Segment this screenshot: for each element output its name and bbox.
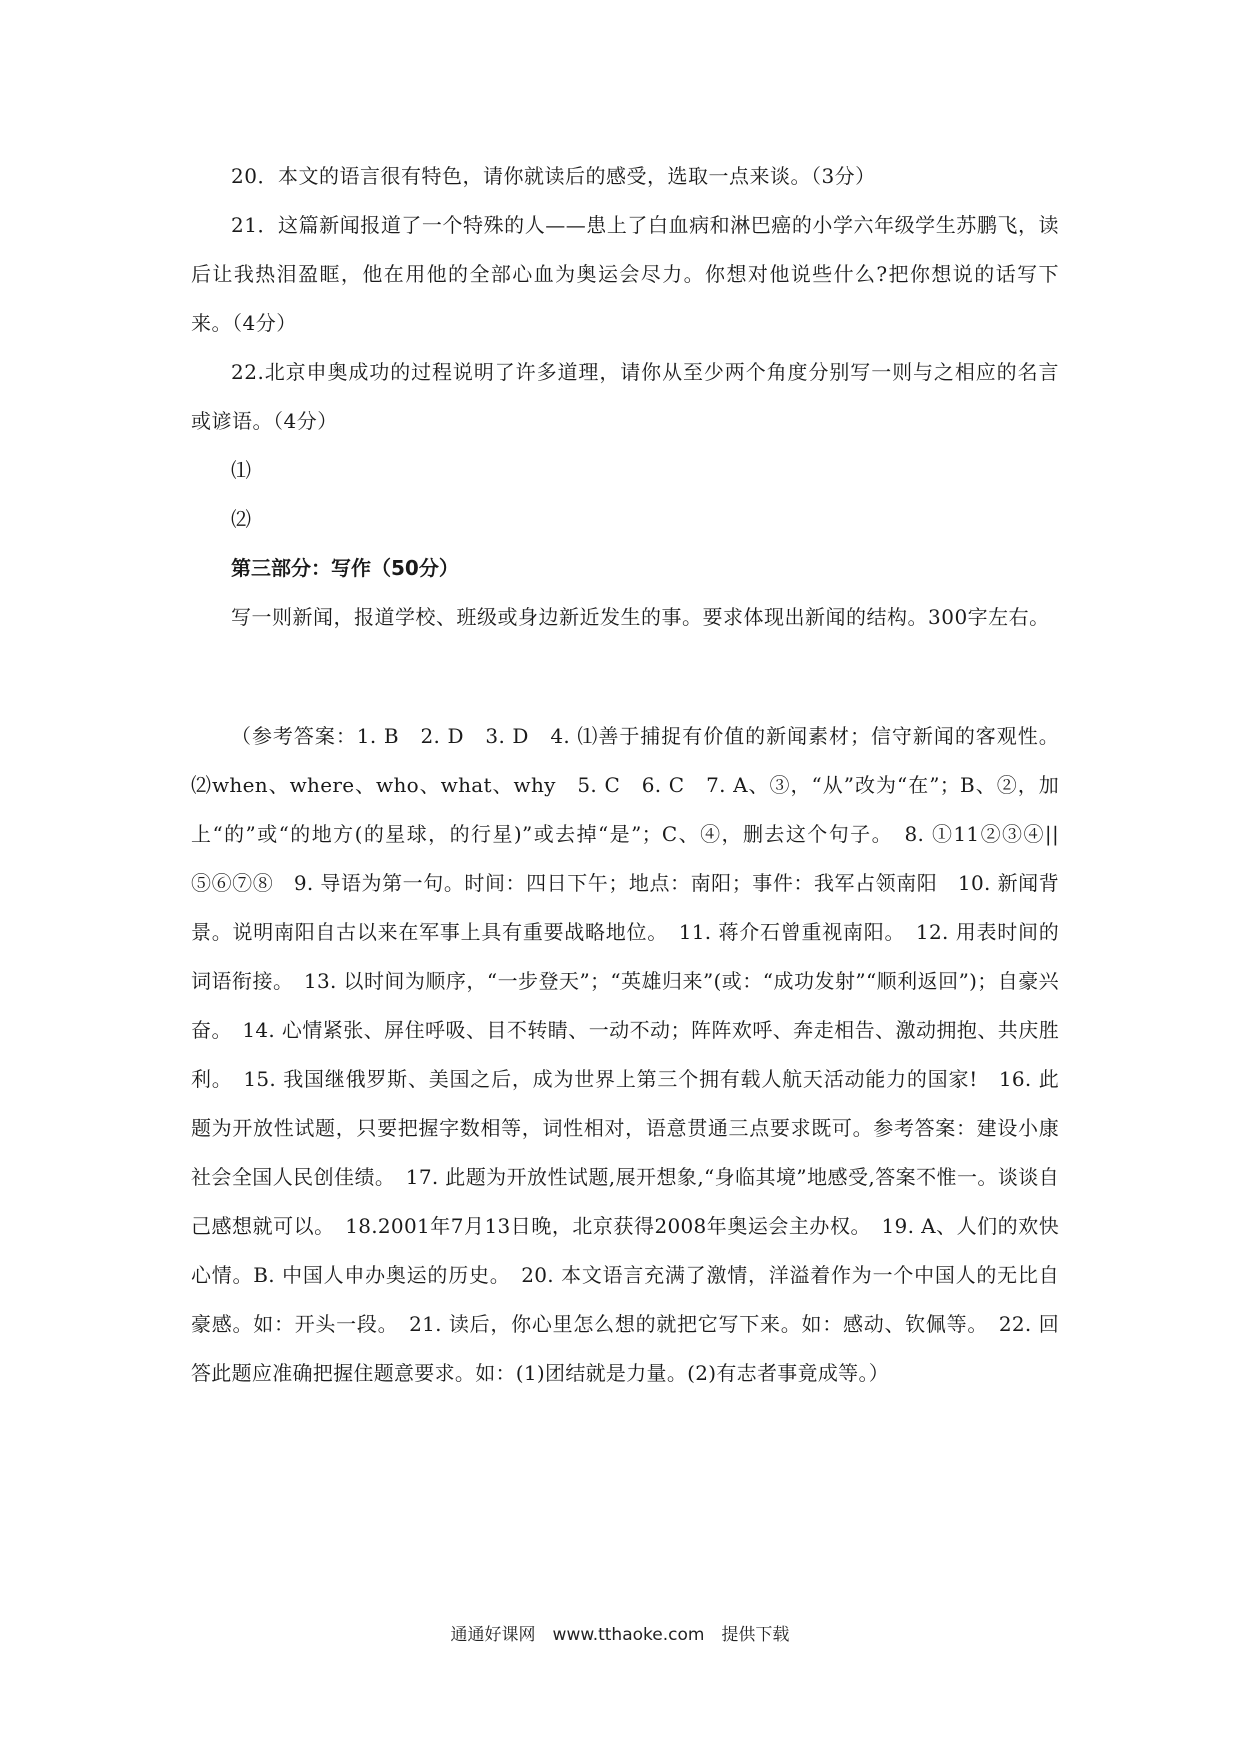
reference-answers: （参考答案：1. B 2. D 3. D 4. ⑴善于捕捉有价值的新闻素材；信守新闻的客观性。⑵when、where、who、what、why 5. C 6. C 7. A、③，“从”改为“在”；B、②，加上“的”或“的地方(的星球，的行星)”或去掉“是”；C、④，删去这个句子。 8. ①11②③④||⑤⑥⑦⑧ 9. 导语为第一句。时间：四日下午；地点：南阳；事件：我军占领南阳 10. 新闻背景。说明南阳自古以来在军事上具有重要战略地位。 11. 蒋介石曾重视南阳。 12. 用表时间的词语衔接。 13. 以时间为顺序，“一步登天”；“英雄归来”(或：“成功发射”“顺利返回”)；自豪兴奋。 14. 心情紧张、屏住呼吸、目不转睛、一动不动；阵阵欢呼、奔走相告、激动拥抱、共庆胜利。 15. 我国继俄罗斯、美国之后，成为世界上第三个拥有载人航天活动能力的国家! 16. 此题为开放性试题，只要把握字数相等，词性相对，语意贯通三点要求既可。参考答案：建设小康社会全国人民创佳绩。 17. 此题为开放性试题,展开想象,“身临其境”地感受,答案不惟一。谈谈自己感想就可以。 18.2001年7月13日晚，北京获得2008年奥运会主办权。 19. A、人们的欢快心情。B. 中国人申办奥运的历史。 20. 本文语言充满了激情，洋溢着作为一个中国人的无比自豪感。如：开头一段。 21. 读后，你心里怎么想的就把它写下来。如：感动、钦佩等。 22. 回答此题应准确把握住题意要求。如：(1)团结就是力量。(2)有志者事竟成等。）: [191, 724, 1059, 1385]
section-gap: [191, 642, 1059, 712]
page-footer: 通通好课网 www.tthaoke.com 提供下载: [450, 1625, 790, 1645]
page-content: [191, 152, 1059, 1398]
question-22: 22.北京申奥成功的过程说明了许多道理，请你从至少两个角度分别写一则与之相应的名言或谚语。（4分）: [191, 360, 1059, 433]
question-21: 21．这篇新闻报道了一个特殊的人——患上了白血病和淋巴癌的小学六年级学生苏鹏飞，读后让我热泪盈眶，他在用他的全部心血为奥运会尽力。你想对他说些什么?把你想说的话写下来。（4分）: [191, 213, 1059, 335]
answer-blank-1: ⑴: [231, 458, 251, 482]
writing-section-heading: 第三部分：写作（50分）: [231, 556, 459, 580]
question-20: 20．本文的语言很有特色，请你就读后的感受，选取一点来谈。（3分）: [231, 164, 876, 188]
answer-blank-2: ⑵: [231, 507, 251, 531]
writing-prompt: 写一则新闻，报道学校、班级或身边新近发生的事。要求体现出新闻的结构。300字左右。: [231, 605, 1050, 629]
